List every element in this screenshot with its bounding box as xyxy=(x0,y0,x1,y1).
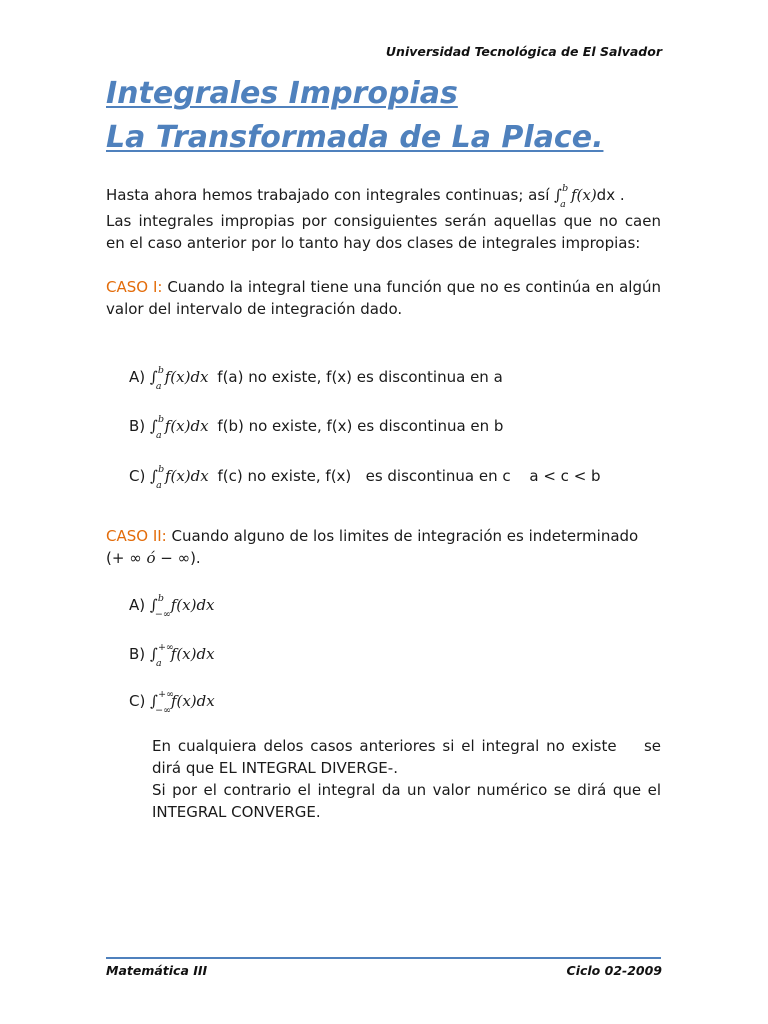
intro-line xyxy=(106,183,661,210)
caso1-label: CASO I: xyxy=(106,278,163,296)
integral-sign: ∫ +∞ a xyxy=(150,643,158,665)
intro-text-after: dx . xyxy=(596,186,625,204)
caso1-text: Cuando la integral tiene una función que no es continúa en algún valor del intervalo de integración dado. xyxy=(106,278,662,318)
integral-lower: a xyxy=(156,480,162,491)
item-description: f(b) no existe, f(x) es discontinua en b xyxy=(217,417,504,435)
integral-lower: a xyxy=(560,199,566,210)
integral-upper: b xyxy=(157,365,164,376)
caso2-label: CASO II: xyxy=(106,527,167,545)
integral-lower: −∞ xyxy=(155,705,171,716)
caso1-paragraph xyxy=(106,276,661,320)
integral-lower: a xyxy=(155,381,162,392)
caso2-text2-pre: (+ ∞ xyxy=(106,549,147,567)
footer-rule xyxy=(106,957,661,959)
integral-sign: ∫ b a xyxy=(150,465,158,487)
caso2-paragraph xyxy=(106,525,661,547)
conclusion-converge: Si por el contrario el integral da un valor numérico se dirá que el INTEGRAL CONVERGE. xyxy=(152,781,661,821)
caso1-item-b xyxy=(129,414,504,441)
item-description: f(a) no existe, f(x) es discontinua en a xyxy=(217,368,503,386)
item-description: f(c) no existe, f(x) es discontinua en c xyxy=(217,467,511,485)
integral-sign: ∫ b −∞ xyxy=(150,594,158,616)
footer-course: Matemática III xyxy=(106,963,208,978)
footer-cycle: Ciclo 02-2009 xyxy=(566,963,662,978)
integral-expression: f(x)dx xyxy=(164,368,209,386)
item-letter: C) xyxy=(129,692,146,710)
integral-upper: b xyxy=(158,464,165,475)
integral-expression: f(x)dx xyxy=(170,596,215,614)
integral-upper: b xyxy=(562,183,569,194)
integral-upper: b xyxy=(157,593,164,604)
item-letter: A) xyxy=(129,368,146,386)
integral-sign: ∫ b a xyxy=(150,366,158,388)
caso2-paragraph-line2 xyxy=(106,547,661,569)
integral-expression: f(x)dx xyxy=(164,467,209,485)
caso2-text: Cuando alguno de los limites de integración es indeterminado xyxy=(166,527,639,545)
intro-paragraph: Las integrales impropias por consiguientes serán aquellas que no caen en el caso anterior por lo tanto hay dos clases de integrales impropias: xyxy=(106,212,661,252)
caso2-text2-o: ó xyxy=(146,549,156,567)
integral-expression: f(x)dx xyxy=(164,417,209,435)
integral-lower: a xyxy=(155,658,162,669)
integral-sign: ∫ +∞ −∞ xyxy=(150,690,158,712)
item-letter: B) xyxy=(129,417,146,435)
integral-upper: +∞ xyxy=(158,689,174,700)
page-header-institution: Universidad Tecnológica de El Salvador xyxy=(385,44,662,59)
caso2-item-c xyxy=(129,689,215,716)
item-letter: A) xyxy=(129,596,146,614)
integral-lower: −∞ xyxy=(154,609,171,620)
title-line-1: Integrales Impropias xyxy=(106,76,458,111)
intro-func: f(x) xyxy=(570,186,597,204)
integral-sign: ∫ b a xyxy=(554,184,562,206)
integral-expression: f(x)dx xyxy=(170,692,215,710)
caso2-item-b xyxy=(129,642,215,669)
caso2-text2-post: − ∞). xyxy=(155,549,201,567)
caso2-item-a xyxy=(129,593,215,620)
integral-upper: +∞ xyxy=(157,642,174,653)
caso1-item-a xyxy=(129,365,503,392)
integral-expression: f(x)dx xyxy=(170,645,215,663)
integral-sign: ∫ b a xyxy=(150,415,158,437)
integral-lower: a xyxy=(155,430,162,441)
item-letter: C) xyxy=(129,467,146,485)
intro-text-before: Hasta ahora hemos trabajado con integrales continuas; así xyxy=(106,186,555,204)
item-condition: a < c < b xyxy=(529,467,601,485)
caso1-item-c xyxy=(129,464,601,491)
conclusion-diverge: En cualquiera delos casos anteriores si el integral no existe se dirá que EL INTEGRAL DIVERGE-. xyxy=(152,737,666,777)
item-letter: B) xyxy=(129,645,146,663)
title-line-2: La Transformada de La Place. xyxy=(106,120,604,155)
integral-upper: b xyxy=(157,414,165,425)
